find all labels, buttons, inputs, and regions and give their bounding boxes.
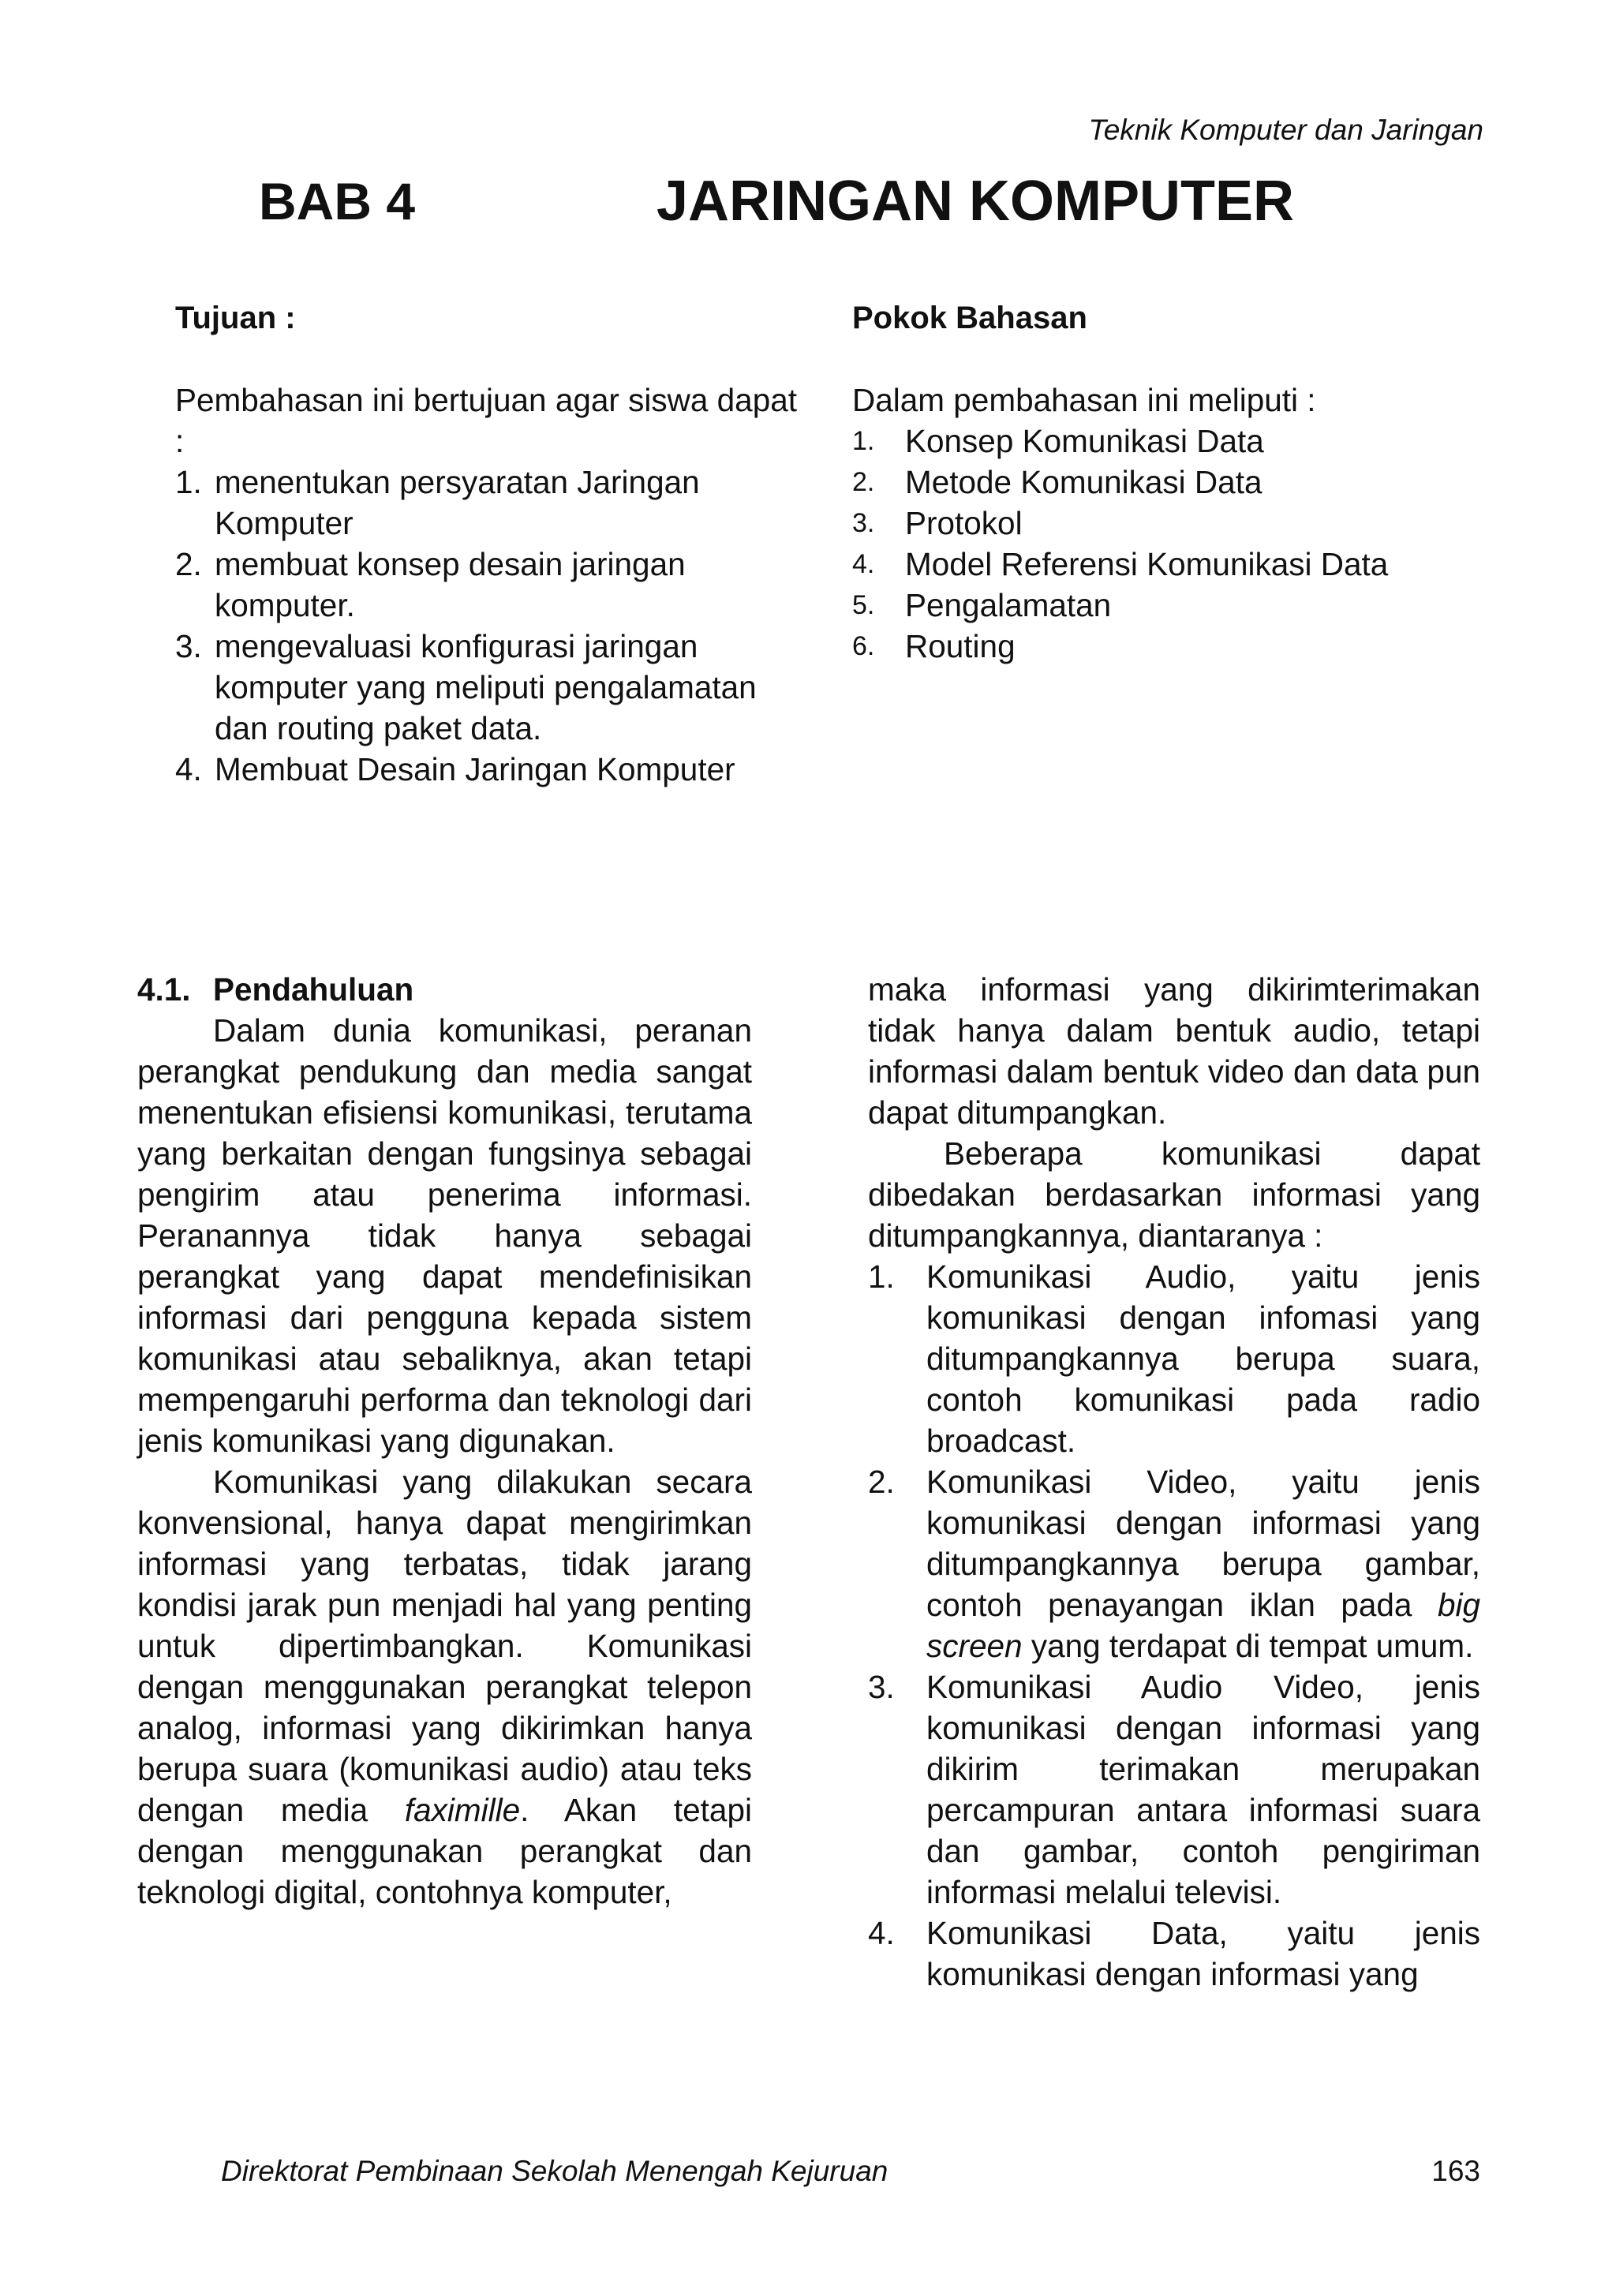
chapter-title: JARINGAN KOMPUTER [656, 170, 1295, 233]
paragraph: Komunikasi yang dilakukan secara konvensional, hanya dapat mengirimkan informasi yang terbatas, tidak jarang kondisi jarak pun menjadi hal yang penting untuk dipertimbangkan. Komunikasi dengan menggunakan perangkat telepon analog, informasi yang dikirimkan hanya berupa suara (komunikasi audio) atau teks dengan media faximille. Akan tetapi dengan menggunakan perangkat dan teknologi digital, contohnya komputer, [137, 1464, 752, 1910]
list-item [852, 462, 1483, 503]
list-item [175, 462, 799, 544]
list-item [175, 749, 799, 790]
list-text: Pengalamatan [905, 587, 1112, 623]
pokok-bahasan-intro: Dalam pembahasan ini meliputi : [852, 382, 1316, 418]
list-item [852, 421, 1483, 462]
list-item [852, 585, 1483, 626]
list-text: Membuat Desain Jaringan Komputer [215, 751, 735, 787]
list-text: membuat konsep desain jaringan komputer. [215, 546, 686, 623]
list-number: 1. [175, 464, 202, 500]
list-text: Routing [905, 628, 1016, 664]
section-heading [137, 969, 752, 1010]
paragraph: Beberapa komunikasi dapat dibedakan berdasarkan informasi yang ditumpangkannya, diantaranya : [868, 1135, 1480, 1254]
italic-term: faximille [404, 1792, 521, 1828]
list-text: Konsep Komunikasi Data [905, 423, 1264, 459]
list-number: 1. [868, 1258, 895, 1295]
list-number: 3. [868, 1669, 895, 1705]
list-number: 1. [852, 426, 875, 456]
body-left-column [137, 969, 752, 1913]
list-item: 2. Komunikasi Video, yaitu jenis komunikasi dengan informasi yang ditumpangkannya berupa gambar, contoh penayangan iklan pada big screen yang terdapat di tempat umum. [868, 1461, 1480, 1666]
list-number: 6. [852, 631, 875, 661]
list-text: Komunikasi Audio, yaitu jenis komunikasi dengan infomasi yang ditumpangkannya berupa suara, contoh komunikasi pada radio broadcast. [926, 1258, 1480, 1459]
paragraph-continued: maka informasi yang dikirimterimakan tidak hanya dalam bentuk audio, tetapi informasi dalam bentuk video dan data pun dapat ditumpangkan. [868, 971, 1480, 1131]
paragraph: Dalam dunia komunikasi, peranan perangkat pendukung dan media sangat menentukan efisiensi komunikasi, terutama yang berkaitan dengan fungsinya sebagai pengirim atau penerima informasi. Peranannya tidak hanya sebagai perangkat yang dapat mendefinisikan informasi dari pengguna kepada sistem komunikasi atau sebaliknya, akan tetapi mempengaruhi performa dan teknologi dari jenis komunikasi yang digunakan. [137, 1012, 752, 1459]
list-number: 3. [175, 628, 202, 664]
pokok-bahasan-list [852, 421, 1483, 667]
list-text: menentukan persyaratan Jaringan Komputer [215, 464, 700, 541]
list-text: Metode Komunikasi Data [905, 464, 1262, 500]
page-number: 163 [1431, 2155, 1480, 2187]
pokok-bahasan-section [852, 297, 1483, 667]
list-text: mengevaluasi konfigurasi jaringan komputer yang meliputi pengalamatan dan routing paket data. [215, 628, 757, 746]
list-item [852, 626, 1483, 667]
running-header: Teknik Komputer dan Jaringan [1088, 114, 1483, 146]
list-item [175, 626, 799, 749]
tujuan-section [175, 297, 799, 790]
list-item [868, 1256, 1480, 1461]
list-number: 2. [852, 467, 875, 497]
tujuan-heading: Tujuan : [175, 301, 296, 335]
list-text: Komunikasi Audio Video, jenis komunikasi dengan informasi yang dikirim terimakan merupakan percampuran antara informasi suara dan gambar, contoh pengiriman informasi melalui televisi. [926, 1669, 1480, 1910]
list-item [852, 544, 1483, 585]
list-number: 4. [852, 549, 875, 579]
tujuan-intro: Pembahasan ini bertujuan agar siswa dapat : [175, 382, 798, 459]
list-number: 2. [175, 546, 202, 582]
list-item [868, 1913, 1480, 1995]
list-text: Komunikasi Data, yaitu jenis komunikasi dengan informasi yang [926, 1915, 1480, 1992]
section-number: 4.1. [137, 971, 191, 1008]
footer-text: Direktorat Pembinaan Sekolah Menengah Kejuruan [221, 2155, 888, 2187]
list-item [852, 503, 1483, 544]
tujuan-list [175, 462, 799, 790]
list-item [868, 1666, 1480, 1913]
communication-types-list [868, 1256, 1480, 1995]
section-title: Pendahuluan [213, 971, 414, 1008]
list-number: 2. [868, 1464, 895, 1500]
pokok-bahasan-heading: Pokok Bahasan [852, 301, 1087, 335]
list-number: 5. [852, 590, 875, 620]
list-number: 4. [868, 1915, 895, 1951]
list-number: 3. [852, 508, 875, 538]
list-text: Model Referensi Komunikasi Data [905, 546, 1389, 582]
list-text: Protokol [905, 505, 1023, 541]
list-number: 4. [175, 751, 202, 787]
body-right-column [868, 969, 1480, 1995]
chapter-label: BAB 4 [259, 172, 416, 230]
list-item [175, 544, 799, 626]
italic-term: big screen [926, 1587, 1480, 1664]
